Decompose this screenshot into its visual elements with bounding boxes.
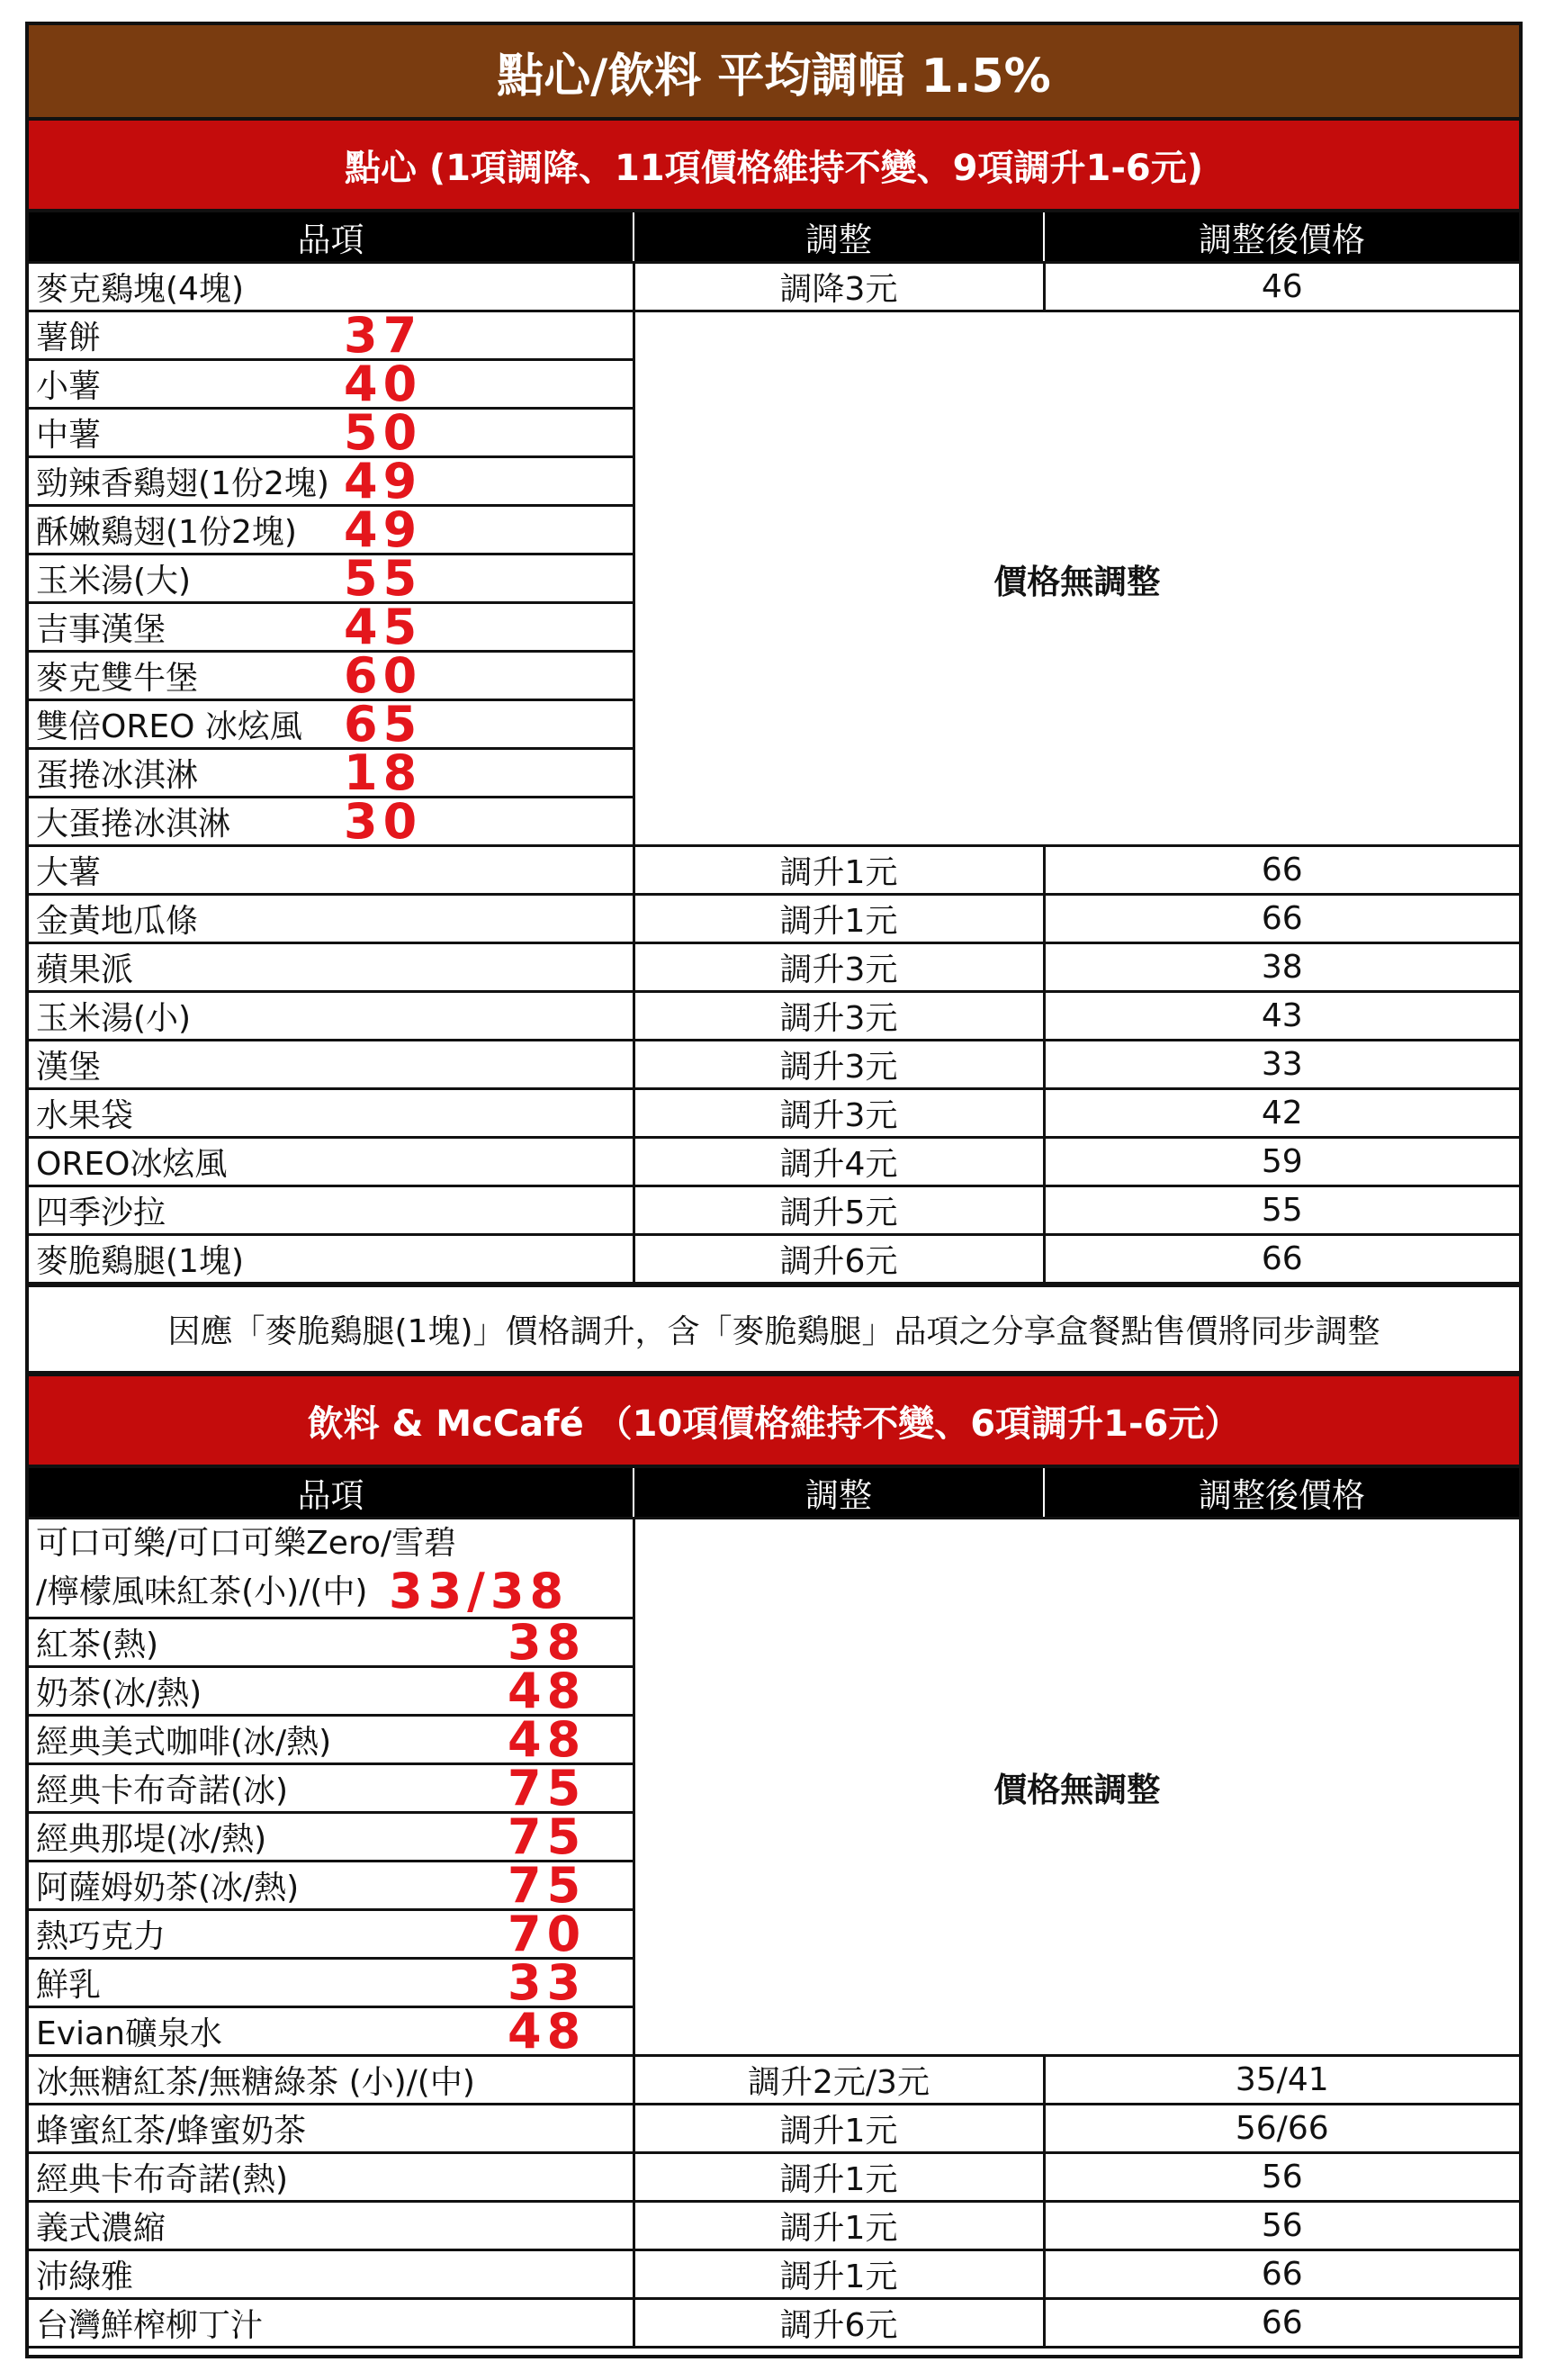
item-name: 麥克雙牛堡 — [36, 660, 199, 697]
new-price-cell: 66 — [1044, 2250, 1519, 2299]
item-name-cell — [29, 2056, 634, 2105]
adjustment-cell: 調升1元 — [634, 2153, 1044, 2202]
item-name-cell — [29, 1089, 634, 1138]
new-price-cell: 38 — [1044, 943, 1519, 992]
item-name: 雙倍OREO 冰炫風 — [36, 708, 302, 745]
no-change-cell: 價格無調整 — [634, 311, 1519, 846]
new-price-cell: 66 — [1044, 895, 1519, 943]
col-header-item: 品項 — [29, 1468, 634, 1519]
adjustment-cell: 調降3元 — [634, 263, 1044, 311]
item-name-cell — [29, 1954, 634, 2011]
handwritten-price: 33 — [508, 1954, 587, 2011]
snacks-header-row — [29, 212, 1519, 263]
adjustment-cell: 調升1元 — [634, 846, 1044, 895]
item-name-cell — [29, 1760, 634, 1817]
new-price-cell: 46 — [1044, 263, 1519, 311]
adjustment-cell: 調升1元 — [634, 2250, 1044, 2299]
item-name: 四季沙拉 — [36, 1195, 166, 1231]
item-name-cell — [29, 263, 634, 311]
adjustment-cell: 調升3元 — [634, 1089, 1044, 1138]
col-header-new-price: 調整後價格 — [1044, 1468, 1519, 1519]
item-name: 玉米湯(小) — [36, 1000, 192, 1037]
item-name: 金黃地瓜條 — [36, 903, 199, 940]
item-name: 麥脆鷄腿(1塊) — [36, 1243, 244, 1280]
item-name-cell — [29, 1138, 634, 1186]
adjustment-cell: 調升6元 — [634, 1235, 1044, 1284]
item-name: 熱巧克力 — [36, 1918, 166, 1955]
handwritten-price: 33/38 — [389, 1563, 570, 1619]
item-name: 勁辣香鷄翅(1份2塊) — [36, 465, 329, 502]
item-name-cell — [29, 307, 634, 364]
snacks-note: 因應「麥脆鷄腿(1塊)」價格調升，含「麥脆鷄腿」品項之分享盒餐點售價將同步調整 — [29, 1285, 1519, 1376]
item-name-cell — [29, 1235, 634, 1284]
item-name-cell — [29, 1808, 634, 1865]
item-name: 中薯 — [36, 417, 102, 454]
handwritten-price: 50 — [344, 404, 423, 461]
item-name: 義式濃縮 — [36, 2210, 166, 2247]
item-name: 鮮乳 — [36, 1967, 102, 2004]
new-price-cell: 33 — [1044, 1041, 1519, 1089]
item-name: 玉米湯(大) — [36, 563, 192, 600]
handwritten-price: 37 — [344, 307, 423, 364]
item-name-cell — [29, 793, 634, 850]
adjustment-cell: 調升3元 — [634, 992, 1044, 1041]
item-name: 阿薩姆奶茶(冰/熱) — [36, 1870, 300, 1907]
item-name: 小薯 — [36, 368, 102, 405]
handwritten-price: 49 — [344, 501, 423, 558]
handwritten-price: 48 — [508, 1711, 587, 1768]
item-name-cell — [29, 1614, 634, 1671]
item-name-cell — [29, 550, 634, 607]
table-row — [29, 2153, 1519, 2202]
item-name: 麥克鷄塊(4塊) — [36, 271, 244, 308]
handwritten-price: 75 — [508, 1808, 587, 1865]
adjustment-cell: 調升1元 — [634, 2105, 1044, 2153]
item-name-cell — [29, 943, 634, 992]
item-name-cell — [29, 356, 634, 412]
snacks-section-header: 點心 (1項調降、11項價格維持不變、9項調升1-6元) — [29, 121, 1519, 212]
item-name: 蜂蜜紅茶/蜂蜜奶茶 — [36, 2113, 307, 2150]
item-name: 冰無糖紅茶/無糖綠茶 (小)/(中) — [36, 2064, 475, 2101]
item-name-cell — [29, 1711, 634, 1768]
table-row — [29, 1089, 1519, 1138]
item-name: 奶茶(冰/熱) — [36, 1675, 202, 1712]
table-row — [29, 2299, 1519, 2348]
new-price-cell: 55 — [1044, 1186, 1519, 1235]
table-row — [29, 2105, 1519, 2153]
handwritten-price: 48 — [508, 2003, 587, 2060]
drinks-section-header: 飲料 & McCafé （10項價格維持不變、6項調升1-6元） — [29, 1376, 1519, 1468]
table-row — [29, 263, 1519, 311]
table-row — [29, 2202, 1519, 2250]
table-row — [29, 943, 1519, 992]
item-name-cell — [29, 1519, 634, 1618]
item-name-line1: 可口可樂/可口可樂Zero/雪碧 — [36, 1525, 457, 1562]
table-row — [29, 1235, 1519, 1284]
table-row — [29, 311, 1519, 360]
item-name: 紅茶(熱) — [36, 1627, 159, 1663]
item-name-cell — [29, 1663, 634, 1719]
page-title: 點心/飲料 平均調幅 1.5% — [29, 25, 1519, 121]
item-name: 酥嫩鷄翅(1份2塊) — [36, 514, 297, 551]
table-row — [29, 1138, 1519, 1186]
adjustment-cell: 調升4元 — [634, 1138, 1044, 1186]
item-name: 經典卡布奇諾(冰) — [36, 1772, 289, 1809]
item-name: Evian礦泉水 — [36, 2015, 222, 2052]
item-name: 薯餅 — [36, 320, 102, 356]
new-price-cell: 66 — [1044, 846, 1519, 895]
table-row — [29, 846, 1519, 895]
item-name-cell — [29, 2105, 634, 2153]
new-price-cell: 56 — [1044, 2202, 1519, 2250]
item-name: 水果袋 — [36, 1097, 134, 1134]
new-price-cell: 56 — [1044, 2153, 1519, 2202]
handwritten-price: 48 — [508, 1663, 587, 1719]
handwritten-price: 70 — [508, 1906, 587, 1962]
handwritten-price: 38 — [508, 1614, 587, 1671]
item-name-cell — [29, 1041, 634, 1089]
handwritten-price: 55 — [344, 550, 423, 607]
item-name-cell — [29, 2003, 634, 2060]
item-name-cell — [29, 846, 634, 895]
item-name: 台灣鮮榨柳丁汁 — [36, 2307, 264, 2344]
new-price-cell: 59 — [1044, 1138, 1519, 1186]
handwritten-price: 75 — [508, 1760, 587, 1817]
item-name-cell — [29, 895, 634, 943]
item-name-cell — [29, 696, 634, 753]
table-row — [29, 2250, 1519, 2299]
item-name-cell — [29, 2299, 634, 2348]
item-name-cell — [29, 501, 634, 558]
table-row — [29, 1186, 1519, 1235]
item-name: 蘋果派 — [36, 951, 134, 988]
item-name: 吉事漢堡 — [36, 611, 166, 648]
item-name: 漢堡 — [36, 1049, 102, 1086]
item-name: OREO冰炫風 — [36, 1146, 228, 1183]
adjustment-cell: 調升5元 — [634, 1186, 1044, 1235]
item-name-cell — [29, 1906, 634, 1962]
adjustment-cell: 調升1元 — [634, 2202, 1044, 2250]
adjustment-cell: 調升2元/3元 — [634, 2056, 1044, 2105]
handwritten-price: 40 — [344, 356, 423, 412]
table-row — [29, 1041, 1519, 1089]
item-name-cell — [29, 1857, 634, 1914]
price-sheet — [25, 22, 1523, 2358]
handwritten-price: 30 — [344, 793, 423, 850]
handwritten-price: 18 — [344, 744, 423, 801]
item-name-cell — [29, 2202, 634, 2250]
col-header-adjust: 調整 — [634, 1468, 1044, 1519]
adjustment-cell: 調升3元 — [634, 1041, 1044, 1089]
adjustment-cell: 調升1元 — [634, 895, 1044, 943]
item-name-cell — [29, 992, 634, 1041]
table-row — [29, 992, 1519, 1041]
adjustment-cell: 調升3元 — [634, 943, 1044, 992]
new-price-cell: 43 — [1044, 992, 1519, 1041]
col-header-item: 品項 — [29, 212, 634, 263]
adjustment-cell: 調升6元 — [634, 2299, 1044, 2348]
item-name-cell — [29, 2250, 634, 2299]
table-row — [29, 1519, 1519, 1618]
new-price-cell: 35/41 — [1044, 2056, 1519, 2105]
handwritten-price: 49 — [344, 453, 423, 509]
col-header-adjust: 調整 — [634, 212, 1044, 263]
item-name-cell — [29, 599, 634, 655]
table-row — [29, 895, 1519, 943]
handwritten-price: 65 — [344, 696, 423, 753]
item-name-cell — [29, 453, 634, 509]
handwritten-price: 60 — [344, 647, 423, 704]
item-name-cell — [29, 744, 634, 801]
item-name: 經典那堤(冰/熱) — [36, 1821, 267, 1858]
item-name-line2: /檸檬風味紅茶(小)/(中) — [36, 1573, 368, 1610]
handwritten-price: 45 — [344, 599, 423, 655]
item-name-cell — [29, 2153, 634, 2202]
handwritten-price: 75 — [508, 1857, 587, 1914]
new-price-cell: 66 — [1044, 1235, 1519, 1284]
item-name: 蛋捲冰淇淋 — [36, 757, 199, 794]
item-name: 大蛋捲冰淇淋 — [36, 806, 231, 843]
item-name: 大薯 — [36, 854, 102, 891]
new-price-cell: 56/66 — [1044, 2105, 1519, 2153]
snacks-table — [29, 212, 1519, 1285]
item-name: 經典美式咖啡(冰/熱) — [36, 1724, 332, 1761]
drinks-header-row — [29, 1468, 1519, 1519]
new-price-cell: 42 — [1044, 1089, 1519, 1138]
col-header-new-price: 調整後價格 — [1044, 212, 1519, 263]
item-name-cell — [29, 647, 634, 704]
item-name-cell — [29, 1186, 634, 1235]
item-name: 沛綠雅 — [36, 2258, 134, 2295]
new-price-cell: 66 — [1044, 2299, 1519, 2348]
drinks-table — [29, 1468, 1519, 2348]
no-change-cell: 價格無調整 — [634, 1519, 1519, 2056]
item-name-cell — [29, 404, 634, 461]
table-row — [29, 2056, 1519, 2105]
item-name: 經典卡布奇諾(熱) — [36, 2161, 289, 2198]
